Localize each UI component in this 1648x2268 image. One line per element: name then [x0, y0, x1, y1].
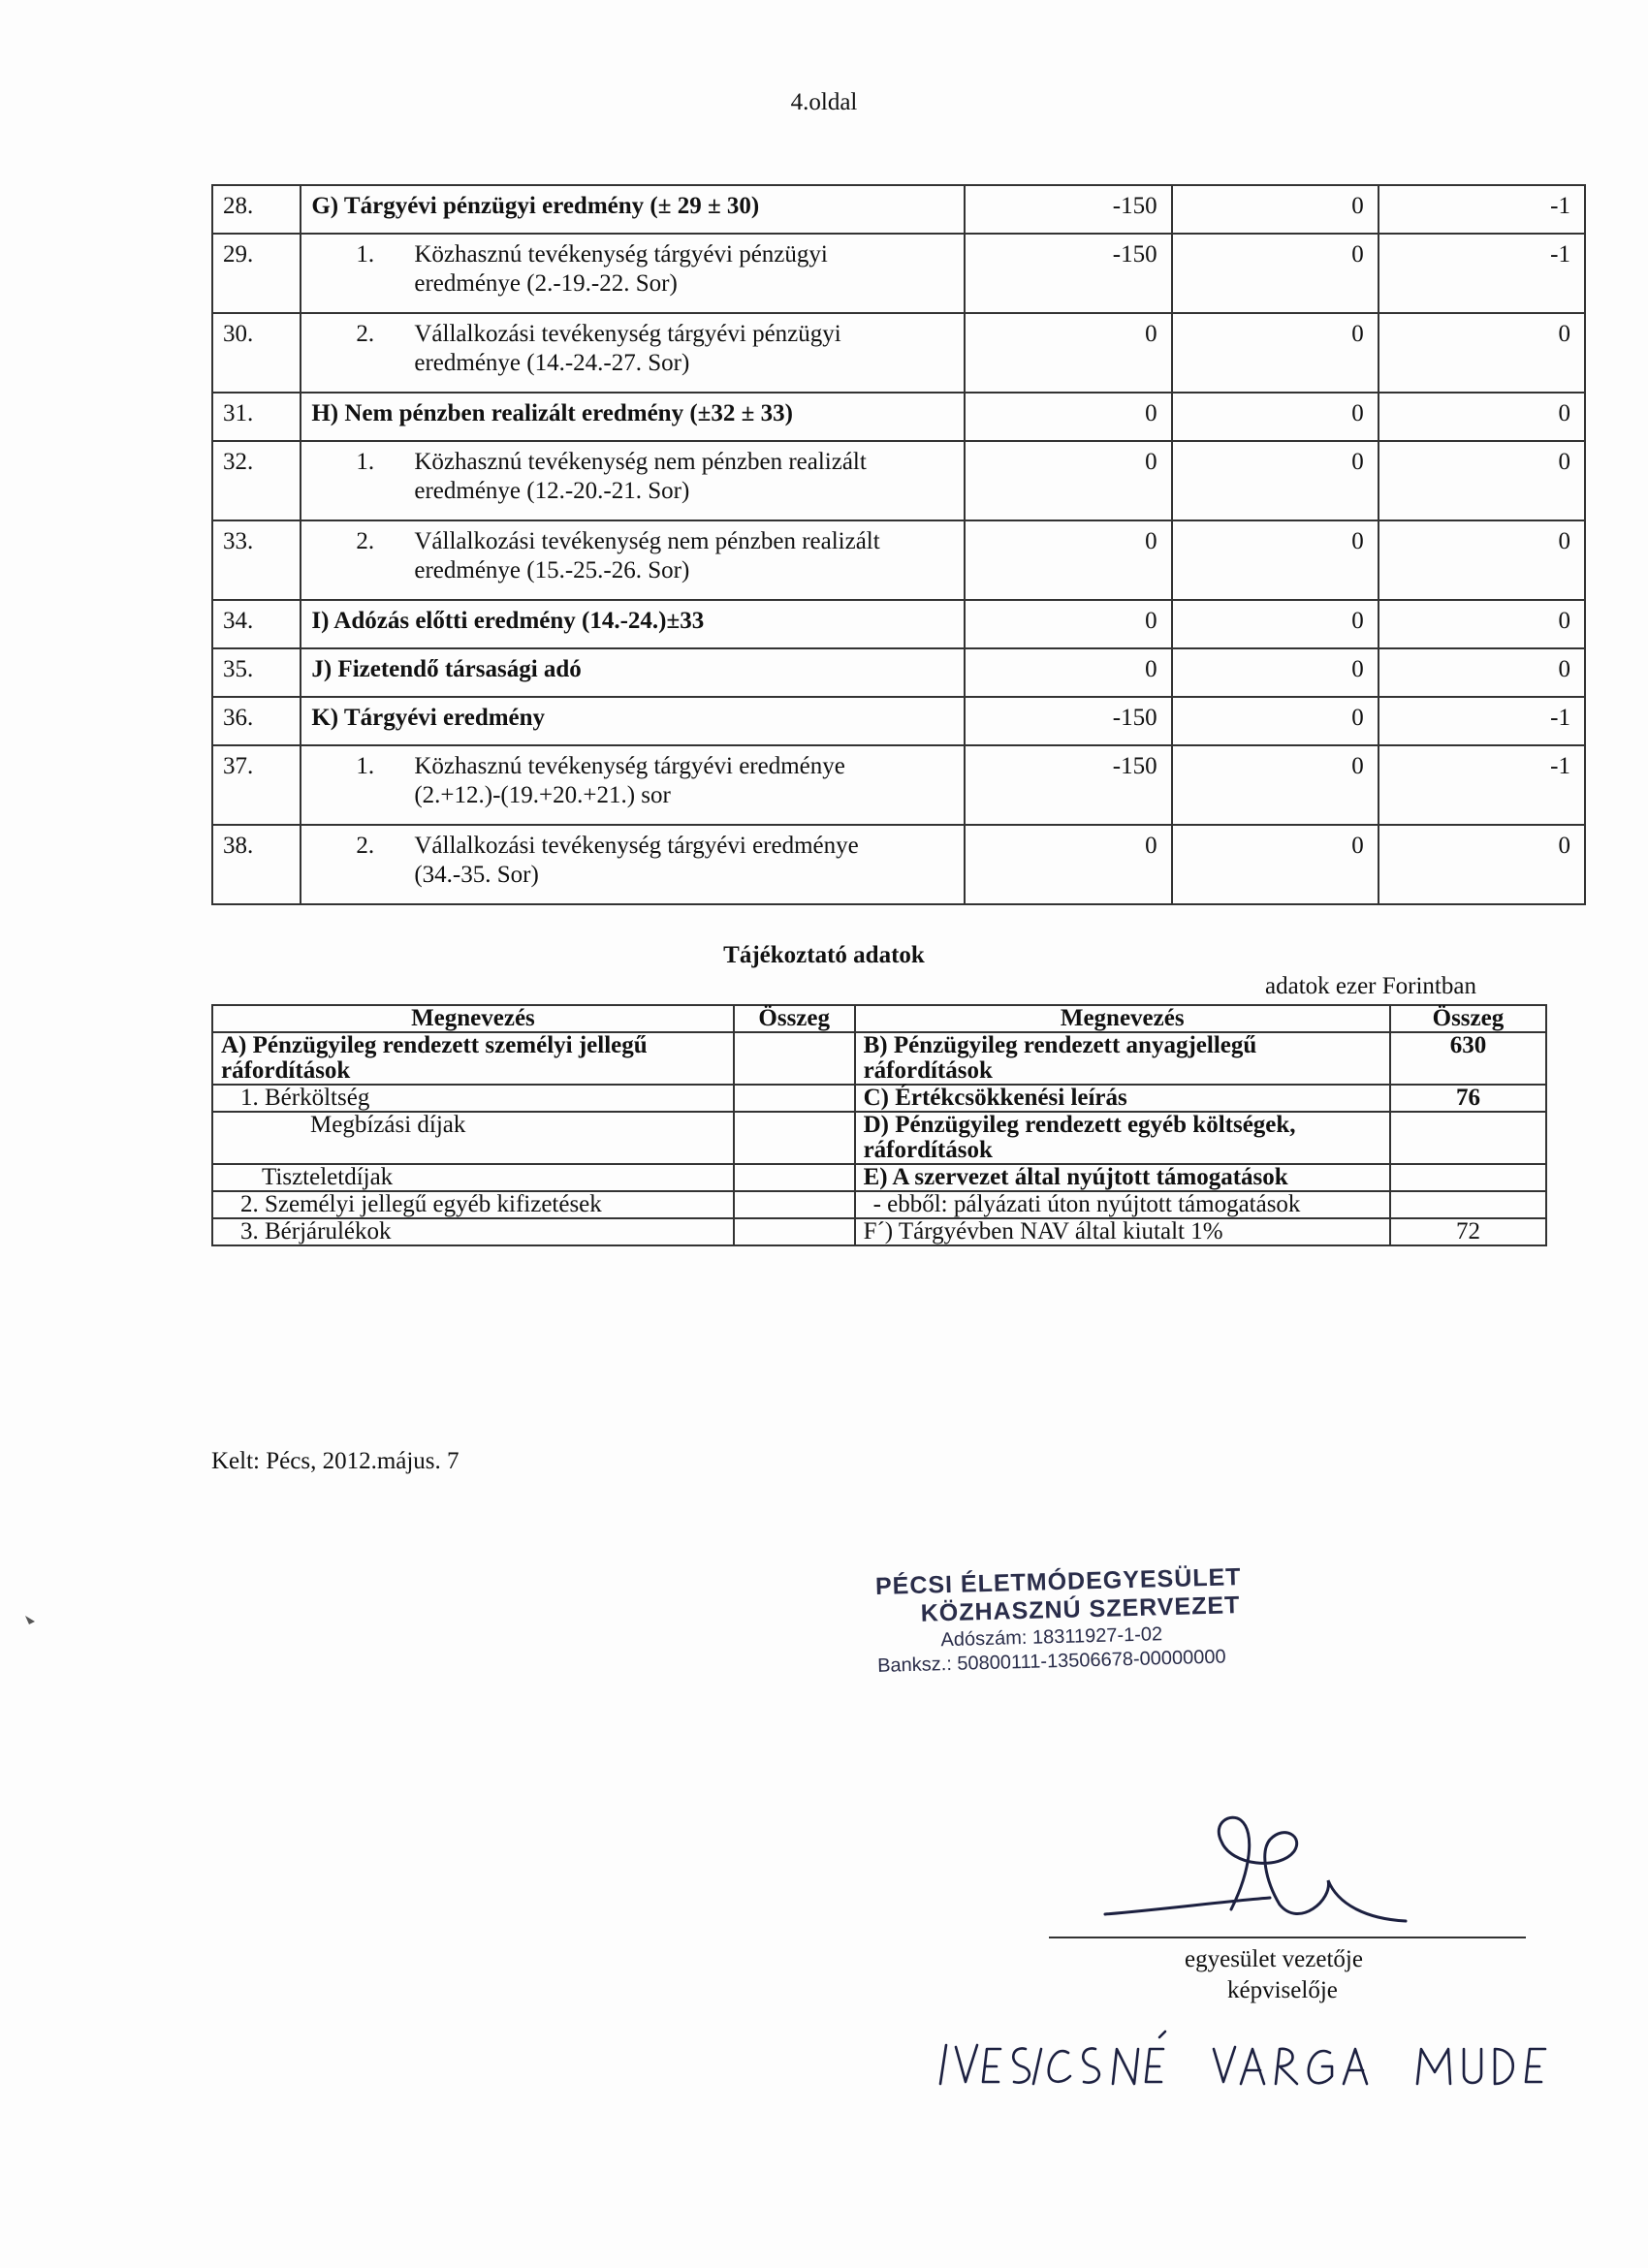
- units-note: adatok ezer Forintban: [1265, 973, 1476, 999]
- info-row: [212, 1085, 1546, 1112]
- result-row: [212, 745, 1585, 825]
- info-left-sum: [734, 1085, 855, 1112]
- row-number: 37.: [212, 745, 301, 825]
- row-label: Közhasznú tevékenység tárgyévi pénzügyi eredménye (2.-19.-22. Sor): [414, 241, 828, 297]
- row-value-1: 0: [965, 313, 1172, 393]
- info-right-sum: 76: [1390, 1085, 1546, 1112]
- row-value-1: -150: [965, 185, 1172, 234]
- row-value-3: 0: [1379, 825, 1585, 904]
- row-label: Vállalkozási tevékenység nem pénzben realizált eredménye (15.-25.-26. Sor): [414, 528, 880, 583]
- header-name-left: Megnevezés: [212, 1005, 734, 1032]
- row-label-cell: [301, 234, 965, 313]
- info-left-sum: [734, 1218, 855, 1245]
- scan-speck: [23, 1613, 37, 1626]
- row-value-3: -1: [1379, 745, 1585, 825]
- row-value-1: 0: [965, 825, 1172, 904]
- row-value-3: 0: [1379, 313, 1585, 393]
- info-right-sum: [1390, 1191, 1546, 1218]
- stamp-line-1: PÉCSI ÉLETMÓDEGYESÜLET: [874, 1563, 1242, 1600]
- info-header-row: [212, 1005, 1546, 1032]
- row-label: Közhasznú tevékenység tárgyévi eredménye (2.+12.)-(19.+20.+21.) sor: [414, 753, 845, 808]
- info-table: [211, 1004, 1547, 1246]
- result-row: [212, 520, 1585, 600]
- row-value-2: 0: [1172, 441, 1379, 520]
- signature-line: [1049, 1937, 1526, 1938]
- info-left-label: 1. Bérköltség: [212, 1085, 734, 1112]
- organization-stamp: [875, 1563, 1244, 1678]
- row-value-1: -150: [965, 234, 1172, 313]
- row-value-2: 0: [1172, 648, 1379, 697]
- row-label-cell: [301, 600, 965, 648]
- stamp-line-3: Adószám: 18311927-1-02: [940, 1623, 1163, 1652]
- row-value-3: 0: [1379, 393, 1585, 441]
- signature-caption-2: képviselője: [1227, 1977, 1338, 2003]
- result-row: [212, 441, 1585, 520]
- row-label-cell: [301, 745, 965, 825]
- row-number: 29.: [212, 234, 301, 313]
- info-row: [212, 1218, 1546, 1245]
- info-right-sum: 72: [1390, 1218, 1546, 1245]
- info-left-label: 3. Bérjárulékok: [212, 1218, 734, 1245]
- row-number: 32.: [212, 441, 301, 520]
- row-number: 36.: [212, 697, 301, 745]
- info-left-label: A) Pénzügyileg rendezett személyi jellegű ráfordítások: [212, 1032, 734, 1085]
- row-value-2: 0: [1172, 697, 1379, 745]
- row-value-3: 0: [1379, 600, 1585, 648]
- result-row: [212, 648, 1585, 697]
- row-subnumber: 2.: [356, 528, 375, 554]
- date-line: Kelt: Pécs, 2012.május. 7: [211, 1448, 460, 1474]
- row-label: Vállalkozási tevékenység tárgyévi eredménye (34.-35. Sor): [414, 833, 859, 888]
- row-value-2: 0: [1172, 234, 1379, 313]
- row-label-cell: [301, 648, 965, 697]
- info-row: [212, 1191, 1546, 1218]
- row-value-3: -1: [1379, 697, 1585, 745]
- result-row: [212, 234, 1585, 313]
- row-number: 38.: [212, 825, 301, 904]
- signature-caption-1: egyesület vezetője: [1185, 1946, 1363, 1972]
- signature-mark: [1086, 1812, 1454, 1948]
- row-label: H) Nem pénzben realizált eredmény (±32 ± 33): [311, 400, 793, 426]
- stamp-line-4: Banksz.: 50800111-13506678-00000000: [876, 1646, 1226, 1677]
- row-value-1: 0: [965, 600, 1172, 648]
- row-label-cell: [301, 697, 965, 745]
- info-left-sum: [734, 1164, 855, 1191]
- row-value-3: 0: [1379, 520, 1585, 600]
- info-right-label: - ebből: pályázati úton nyújtott támogatások: [855, 1191, 1390, 1218]
- info-right-label: E) A szervezet által nyújtott támogatások: [855, 1164, 1390, 1191]
- info-left-label: Tiszteletdíjak: [212, 1164, 734, 1191]
- row-label-cell: [301, 825, 965, 904]
- row-label-cell: [301, 520, 965, 600]
- info-right-label: C) Értékcsökkenési leírás: [855, 1085, 1390, 1112]
- info-left-sum: [734, 1191, 855, 1218]
- row-value-3: -1: [1379, 234, 1585, 313]
- row-value-1: 0: [965, 648, 1172, 697]
- info-left-sum: [734, 1112, 855, 1164]
- row-number: 33.: [212, 520, 301, 600]
- header-name-right: Megnevezés: [855, 1005, 1390, 1032]
- row-value-2: 0: [1172, 600, 1379, 648]
- row-number: 28.: [212, 185, 301, 234]
- stamp-line-2: KÖZHASZNÚ SZERVEZET: [920, 1591, 1241, 1627]
- result-row: [212, 313, 1585, 393]
- row-label-cell: [301, 313, 965, 393]
- row-label-cell: [301, 185, 965, 234]
- row-number: 30.: [212, 313, 301, 393]
- row-label: I) Adózás előtti eredmény (14.-24.)±33: [311, 608, 705, 634]
- row-label-cell: [301, 393, 965, 441]
- row-number: 31.: [212, 393, 301, 441]
- row-label: Közhasznú tevékenység nem pénzben realizált eredménye (12.-20.-21. Sor): [414, 449, 867, 504]
- row-label: J) Fizetendő társasági adó: [311, 656, 582, 682]
- info-right-sum: [1390, 1112, 1546, 1164]
- row-subnumber: 1.: [356, 241, 375, 268]
- info-left-label: Megbízási díjak: [212, 1112, 734, 1164]
- row-subnumber: 1.: [356, 753, 375, 779]
- row-value-1: 0: [965, 393, 1172, 441]
- result-row: [212, 825, 1585, 904]
- result-row: [212, 393, 1585, 441]
- header-sum-left: Összeg: [734, 1005, 855, 1032]
- row-label-cell: [301, 441, 965, 520]
- row-subnumber: 2.: [356, 833, 375, 859]
- row-value-2: 0: [1172, 393, 1379, 441]
- row-label: G) Tárgyévi pénzügyi eredmény (± 29 ± 30): [311, 193, 760, 219]
- row-value-1: 0: [965, 441, 1172, 520]
- info-left-sum: [734, 1032, 855, 1085]
- row-value-2: 0: [1172, 745, 1379, 825]
- result-row: [212, 697, 1585, 745]
- row-value-1: -150: [965, 745, 1172, 825]
- row-value-2: 0: [1172, 185, 1379, 234]
- row-value-2: 0: [1172, 825, 1379, 904]
- row-number: 35.: [212, 648, 301, 697]
- info-right-sum: [1390, 1164, 1546, 1191]
- handwritten-name: [933, 2028, 1553, 2095]
- row-value-3: 0: [1379, 441, 1585, 520]
- row-label: Vállalkozási tevékenység tárgyévi pénzügyi eredménye (14.-24.-27. Sor): [414, 321, 841, 376]
- info-right-label: D) Pénzügyileg rendezett egyéb költségek, ráfordítások: [855, 1112, 1390, 1164]
- row-label: K) Tárgyévi eredmény: [311, 705, 546, 731]
- row-value-1: -150: [965, 697, 1172, 745]
- row-subnumber: 1.: [356, 449, 375, 475]
- row-value-2: 0: [1172, 313, 1379, 393]
- info-section-title: Tájékoztató adatok: [723, 942, 925, 968]
- result-row: [212, 185, 1585, 234]
- info-row: [212, 1112, 1546, 1164]
- row-subnumber: 2.: [356, 321, 375, 347]
- row-value-3: -1: [1379, 185, 1585, 234]
- header-sum-right: Összeg: [1390, 1005, 1546, 1032]
- info-right-label: F´) Tárgyévben NAV által kiutalt 1%: [855, 1218, 1390, 1245]
- row-value-3: 0: [1379, 648, 1585, 697]
- info-left-label: 2. Személyi jellegű egyéb kifizetések: [212, 1191, 734, 1218]
- info-right-label: B) Pénzügyileg rendezett anyagjellegű ráfordítások: [855, 1032, 1390, 1085]
- result-row: [212, 600, 1585, 648]
- row-value-2: 0: [1172, 520, 1379, 600]
- row-number: 34.: [212, 600, 301, 648]
- result-table: [211, 184, 1586, 905]
- row-value-1: 0: [965, 520, 1172, 600]
- info-right-sum: 630: [1390, 1032, 1546, 1085]
- info-row: [212, 1164, 1546, 1191]
- info-row: [212, 1032, 1546, 1085]
- page-number: 4.oldal: [790, 89, 858, 115]
